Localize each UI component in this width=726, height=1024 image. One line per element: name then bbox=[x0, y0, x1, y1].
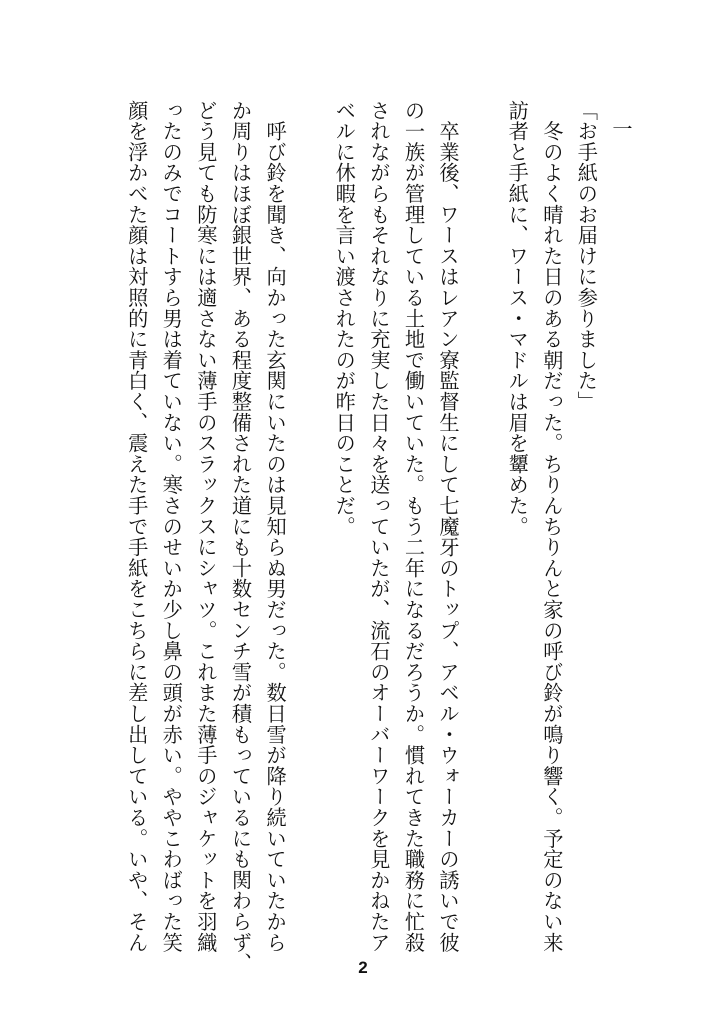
text-line-12: どう見ても防寒には適さない薄手のスラックスにシャツ。これまた薄手のジャケットを羽織 bbox=[193, 100, 218, 953]
text-line-3: 訪者と手紙に、ワース・マドルは眉を顰めた。 bbox=[505, 100, 530, 537]
text-line-5: 卒業後、ワースはレアン寮監督生にして七魔牙のトップ、アベル・ウォーカーの誘いで彼 bbox=[436, 100, 461, 953]
text-line-8: ベルに休暇を言い渡されたのが昨日のことだ。 bbox=[332, 100, 357, 537]
text-line-7: されながらもそれなりに充実した日々を送っていたが、流石のオーバーワークを見かねたア bbox=[366, 100, 391, 953]
chapter-number: 一 bbox=[609, 118, 633, 139]
text-line-11: か周りはほぼ銀世界、ある程度整備された道にも十数センチ雪が積もっているにも関わらず、 bbox=[228, 100, 253, 974]
page-number: 2 bbox=[358, 958, 368, 977]
text-line-1: 「お手紙のお届けに参りました」 bbox=[574, 100, 599, 412]
vertical-text-block bbox=[119, 100, 638, 974]
text-line-6: の一族が管理している土地で働いていた。もう二年になるだろうか。慣れてきた職務に忙殺 bbox=[401, 100, 426, 953]
paragraph-gap bbox=[465, 100, 500, 956]
paragraph-gap bbox=[292, 100, 327, 956]
text-line-2: 冬のよく晴れた日のある朝だった。ちりんちりんと家の呼び鈴が鳴り響く。予定のない来 bbox=[539, 100, 564, 953]
text-line-10: 呼び鈴を聞き、向かった玄関にいたのは見知らぬ男だった。数日雪が降り続いていたから bbox=[263, 100, 288, 953]
text-line-13: ったのみでコートすら男は着ていない。寒さのせいか少し鼻の頭が赤い。ややこわばった笑 bbox=[159, 100, 184, 953]
text-line-14: 顔を浮かべた顔は対照的に青白く、震えた手で手紙をこちらに差し出している。いや、そん bbox=[124, 100, 149, 953]
